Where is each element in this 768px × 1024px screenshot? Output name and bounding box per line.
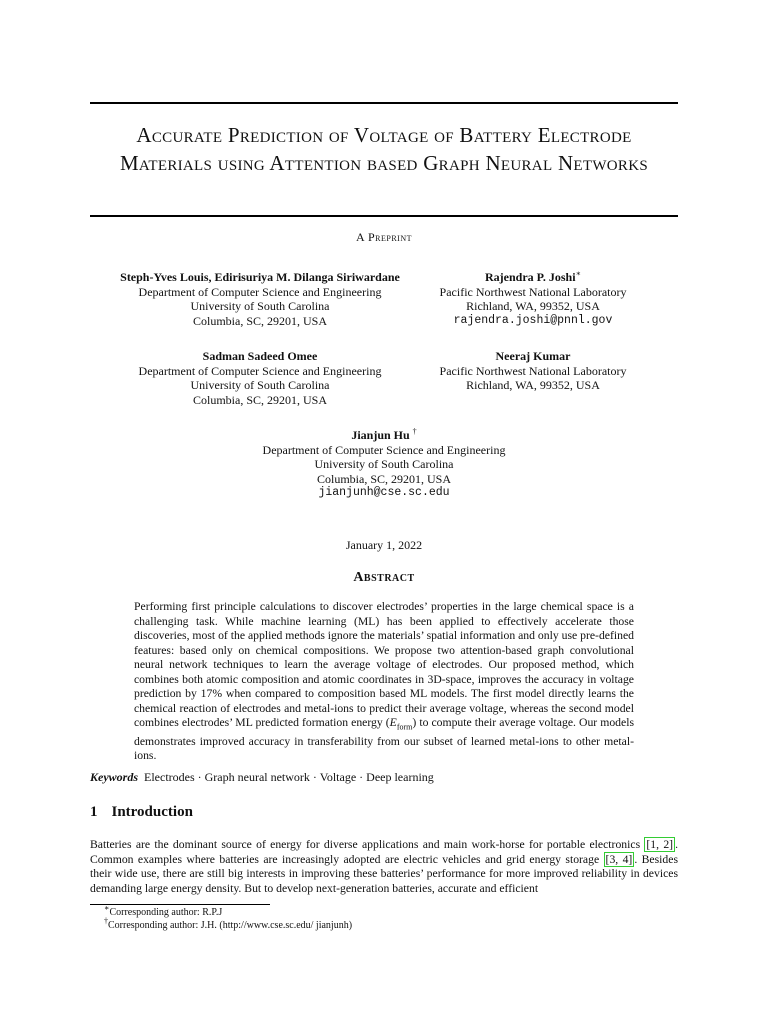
- title-top-rule: [90, 102, 678, 104]
- footnote: [104, 916, 353, 932]
- footnote-text: Corresponding author: R.P.J: [109, 907, 223, 918]
- author-affiliation-line: Columbia, SC, 29201, USA: [192, 313, 327, 328]
- section-heading: [90, 804, 193, 821]
- footnote: [104, 903, 223, 919]
- abstract-body: [134, 600, 634, 764]
- author-footnote-mark: †: [412, 427, 417, 436]
- intro-text: . Common examples where batteries are increasingly adopted are electric vehicles and grid energy storage: [90, 838, 679, 866]
- keywords-label: Keywords: [90, 770, 138, 784]
- author-name: Rajendra P. Joshi: [484, 270, 576, 284]
- paper-title: Accurate Prediction of Voltage of Battery Electrode Materials using Attention based Graph Neural Networks: [119, 123, 649, 175]
- publication-date: January 1, 2022: [345, 538, 423, 552]
- author-email-link[interactable]: jianjunh@cse.sc.edu: [318, 486, 450, 499]
- abstract-text: Performing first principle calculations to discover electrodes’ properties in the large chemical space is a challenging task. While machine learning (ML) has been applied to effectively accelerate those discoveries, most of the applied methods ignore the materials’ spatial information and only use pre-defined features: based only on chemical compositions. We propose two attention-based graph convolutional neural network techniques to learn the average voltage of electrodes. Our proposed method, which combines both atomic composition and atomic coordinates in 3D-space, improves the accuracy in voltage prediction by 17% when compared to composition based ML models. The first model directly learns the chemical reaction of electrodes and metal-ions to predict their average voltage, whereas the second model combines electrodes’ ML predicted formation energy (: [134, 600, 634, 729]
- author-affiliation-line: Richland, WA, 99352, USA: [466, 299, 600, 313]
- abstract-text: ) to compute their average voltage. Our models demonstrates improved accuracy in transferability from our subset of learned metal-ions to other metal-ions.: [134, 716, 634, 763]
- author-footnote-mark: ∗: [575, 269, 581, 278]
- author-affiliation-line: Department of Computer Science and Engineering: [262, 442, 506, 457]
- author-block-3: [100, 349, 420, 407]
- footnote-mark: ∗: [104, 903, 110, 913]
- abstract-heading: Abstract: [353, 570, 415, 585]
- author-affiliation-line: Pacific Northwest National Laboratory: [439, 284, 627, 299]
- author-affiliation-line: University of South Carolina: [190, 299, 330, 313]
- author-block-5: [224, 428, 544, 501]
- footnote-text: Corresponding author: J.H. (http://www.cse.sc.edu/ jianjunh): [108, 920, 353, 931]
- author-affiliation-line: University of South Carolina: [314, 457, 454, 471]
- citation-link[interactable]: [3, 4]: [605, 852, 633, 866]
- citation-link[interactable]: [1, 2]: [646, 838, 674, 851]
- author-affiliation-line: Pacific Northwest National Laboratory: [439, 363, 627, 378]
- footnote-rule: [90, 904, 270, 905]
- intro-text: . Besides their wide use, there are still big interests in improving these batteries’ performance for more improved reliability in devices demanding large energy density. But to develop next-generation batteries, accurate and efficient: [90, 852, 678, 895]
- author-affiliation-line: Richland, WA, 99352, USA: [466, 378, 600, 392]
- author-name: Jianjun Hu: [351, 428, 410, 442]
- author-name: Sadman Sadeed Omee: [202, 349, 318, 363]
- author-affiliation-line: Department of Computer Science and Engineering: [138, 284, 382, 299]
- author-name: Steph-Yves Louis, Edirisuriya M. Dilanga Siriwardane: [120, 270, 400, 284]
- intro-text: Batteries are the dominant source of energy for diverse applications and main work-horse for portable electronics: [90, 838, 645, 851]
- keywords-text: Electrodes · Graph neural network · Voltage · Deep learning: [144, 770, 434, 784]
- keywords: [90, 770, 678, 785]
- author-affiliation-line: Department of Computer Science and Engineering: [138, 363, 382, 378]
- intro-paragraph: [90, 838, 678, 896]
- author-block-4: [373, 349, 693, 393]
- formation-energy-symbol: $E_{form}$: [389, 716, 413, 732]
- author-email-link[interactable]: rajendra.joshi@pnnl.gov: [453, 313, 613, 327]
- section-title: Introduction: [111, 804, 193, 820]
- preprint-label: A Preprint: [355, 230, 412, 244]
- author-affiliation-line: University of South Carolina: [190, 378, 330, 392]
- footnote-mark: †: [104, 916, 108, 926]
- title-bottom-rule: [90, 215, 678, 217]
- author-block-1: [100, 270, 420, 328]
- author-affiliation-line: Columbia, SC, 29201, USA: [192, 392, 327, 407]
- author-block-2: [373, 270, 693, 328]
- author-affiliation-line: Columbia, SC, 29201, USA: [316, 471, 451, 486]
- author-name: Neeraj Kumar: [495, 349, 571, 363]
- section-number: 1: [90, 804, 98, 820]
